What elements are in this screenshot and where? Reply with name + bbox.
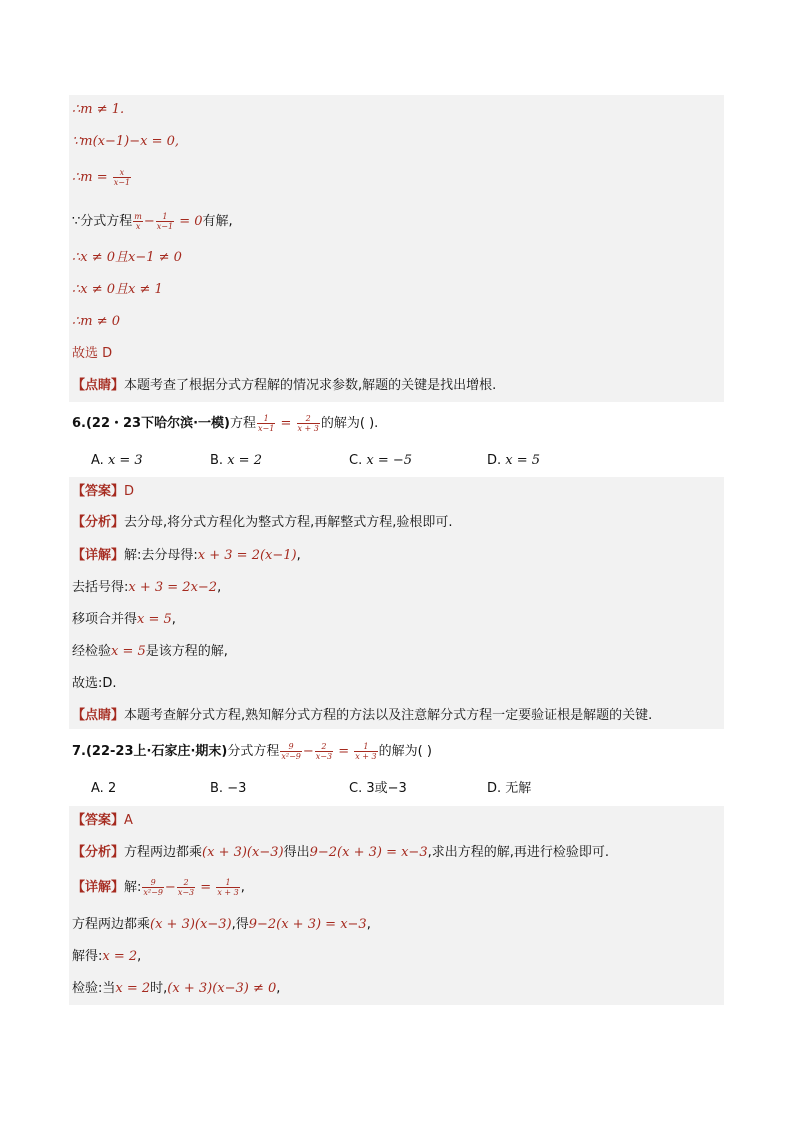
comment-tag: 【点睛】 <box>72 378 125 393</box>
analysis-line <box>72 842 609 864</box>
text: ∵分式方程 <box>72 214 133 229</box>
option-value: 2 <box>107 781 117 796</box>
step-combine <box>72 609 176 631</box>
fraction-num: 9 <box>150 878 156 887</box>
minus: − <box>164 880 176 895</box>
fraction <box>354 742 377 761</box>
fraction-num: 1 <box>363 742 369 751</box>
answer-line <box>72 810 133 832</box>
analysis-text: 得出 <box>283 845 310 860</box>
fraction-x-over-x-1 <box>113 168 131 187</box>
minus: − <box>143 214 155 229</box>
analysis-tag: 【分析】 <box>72 515 125 530</box>
answer-tag: 【答案】 <box>72 484 125 499</box>
step-punct: , <box>276 981 281 996</box>
step-text: 方程两边都乘 <box>72 917 151 932</box>
fraction-num: 1 <box>263 414 269 423</box>
fraction-1-over-x-1 <box>156 212 174 231</box>
step-math: x + 3 = 2x−2 <box>128 580 218 595</box>
minus: − <box>302 744 314 759</box>
line-m-fraction <box>72 167 132 189</box>
comment-line <box>72 705 652 727</box>
equals: = <box>196 880 216 895</box>
step-math: x = 5 <box>137 612 172 627</box>
question-number: 6. <box>72 416 86 431</box>
step-text: 经检验 <box>72 644 112 659</box>
fraction-den: x−1 <box>113 178 131 187</box>
fraction-num: 1 <box>162 212 168 221</box>
step-math: 9−2(x + 3) = x−3 <box>248 917 367 932</box>
step-text: ,得 <box>231 917 249 932</box>
fraction-num: 2 <box>305 414 311 423</box>
detail-tag: 【详解】 <box>72 880 125 895</box>
step-text: 去括号得: <box>72 580 129 595</box>
step-text: 移项合并得 <box>72 612 138 627</box>
fraction-den: x−1 <box>258 424 275 433</box>
step-choose: 故选:D. <box>72 676 117 691</box>
option-value: x = 5 <box>505 453 541 468</box>
question-source: (22・23下哈尔滨·一模) <box>85 416 230 431</box>
detail-tag: 【详解】 <box>72 548 125 563</box>
line-m-ne-0: ∴m ≠ 0 <box>72 314 121 329</box>
step-math: (x + 3)(x−3) ≠ 0 <box>167 981 277 996</box>
comment-text: 本题考查了根据分式方程解的情况求参数,解题的关键是找出增根. <box>124 378 497 393</box>
step-brackets <box>72 577 221 599</box>
option-a <box>91 450 143 472</box>
fraction-num: 2 <box>321 742 327 751</box>
fraction <box>297 414 320 433</box>
line-equation: ∵m(x−1)−x = 0, <box>72 134 180 149</box>
option-label: D. <box>487 453 502 468</box>
option-b <box>210 778 246 800</box>
step-text: 解得: <box>72 949 103 964</box>
step-text: 时, <box>150 981 168 996</box>
fraction-den: x−3 <box>315 752 333 761</box>
option-value: −3 <box>227 781 247 796</box>
line-has-solution <box>72 211 233 233</box>
answer-value: A <box>124 813 133 828</box>
option-value: x = 3 <box>107 453 143 468</box>
option-d <box>487 450 540 472</box>
step-punct: , <box>137 949 142 964</box>
option-label: A. <box>91 781 104 796</box>
option-label: C. <box>349 781 363 796</box>
option-d <box>487 778 531 800</box>
step-multiply <box>72 914 371 936</box>
question-6 <box>72 413 378 435</box>
analysis-line <box>72 512 453 534</box>
step-check <box>72 641 228 663</box>
comment-tag: 【点睛】 <box>72 708 125 723</box>
comment-text: 本题考查解分式方程,熟知解分式方程的方法以及注意解分式方程一定要验证根是解题的关键. <box>124 708 653 723</box>
step-solve <box>72 946 141 968</box>
option-a <box>91 778 116 800</box>
detail-line <box>72 877 245 899</box>
line-x-ne-0-1: ∴x ≠ 0且x ≠ 1 <box>72 282 163 297</box>
detail-text: 解: <box>124 880 142 895</box>
analysis-math: (x + 3)(x−3) <box>202 845 284 860</box>
detail-line <box>72 545 301 567</box>
fraction <box>142 878 164 897</box>
fraction-den: x²−9 <box>281 752 301 761</box>
fraction-num: m <box>134 212 142 221</box>
option-b <box>210 450 262 472</box>
answer-value: D <box>124 484 135 499</box>
fraction <box>280 742 302 761</box>
step-text: 检验:当 <box>72 981 116 996</box>
step-punct: , <box>366 917 371 932</box>
question-7 <box>72 741 432 763</box>
question-text-end: 的解为( ) <box>378 744 432 759</box>
analysis-text: 去分母,将分式方程化为整式方程,再解整式方程,验根即可. <box>124 515 453 530</box>
step-math: x = 2 <box>102 949 138 964</box>
option-value: 3或−3 <box>366 781 407 796</box>
answer-tag: 【答案】 <box>72 813 125 828</box>
detail-punct: , <box>296 548 301 563</box>
line-comment <box>72 375 496 397</box>
question-text: 方程 <box>230 416 257 431</box>
solution-block-7 <box>69 806 724 1005</box>
option-label: B. <box>210 453 224 468</box>
fraction-m-over-x <box>133 212 143 231</box>
option-value: x = −5 <box>366 453 413 468</box>
option-label: A. <box>91 453 104 468</box>
text: 有解, <box>202 214 233 229</box>
fraction-den: x−1 <box>156 222 174 231</box>
detail-math: x + 3 = 2(x−1) <box>197 548 297 563</box>
fraction-den: x−3 <box>177 888 195 897</box>
detail-text: 解:去分母得: <box>124 548 198 563</box>
step-punct: , <box>217 580 222 595</box>
fraction-num: 1 <box>225 878 231 887</box>
detail-punct: , <box>240 880 245 895</box>
option-value: 无解 <box>505 781 532 796</box>
analysis-tag: 【分析】 <box>72 845 125 860</box>
fraction <box>257 414 275 433</box>
option-c <box>349 450 412 472</box>
option-value: x = 2 <box>227 453 262 468</box>
question-source: (22-23上·石家庄·期末) <box>85 744 228 759</box>
eq-zero: = 0 <box>175 214 203 229</box>
fraction-den: x²−9 <box>143 888 163 897</box>
option-label: D. <box>487 781 502 796</box>
fraction <box>315 742 333 761</box>
step-math: (x + 3)(x−3) <box>150 917 232 932</box>
fraction-num: x <box>119 168 125 177</box>
fraction-num: 2 <box>183 878 189 887</box>
fraction <box>177 878 195 897</box>
analysis-text: 方程两边都乘 <box>124 845 203 860</box>
fraction-den: x <box>133 221 143 231</box>
fraction <box>216 878 239 897</box>
equals: = <box>334 744 354 759</box>
fraction-num: 9 <box>288 742 294 751</box>
equals: = <box>276 416 296 431</box>
fraction-den: x + 3 <box>297 424 319 433</box>
question-text: 分式方程 <box>227 744 280 759</box>
line-choose-d: 故选 D <box>72 346 113 361</box>
analysis-text: ,求出方程的解,再进行检验即可. <box>427 845 609 860</box>
option-label: B. <box>210 781 224 796</box>
m-eq: ∴m = <box>72 170 112 185</box>
question-text-end: 的解为( ). <box>320 416 379 431</box>
step-math: x = 2 <box>115 981 151 996</box>
option-label: C. <box>349 453 363 468</box>
step-text-end: 是该方程的解, <box>145 644 228 659</box>
answer-line <box>72 481 134 503</box>
option-c <box>349 778 407 800</box>
step-punct: , <box>171 612 176 627</box>
step-math: x = 5 <box>111 644 146 659</box>
line-x-ne-0-and: ∴x ≠ 0且x−1 ≠ 0 <box>72 250 182 265</box>
line-m-ne-1: ∴m ≠ 1. <box>72 102 125 117</box>
fraction-den: x + 3 <box>217 888 239 897</box>
step-check <box>72 978 280 1000</box>
analysis-math: 9−2(x + 3) = x−3 <box>309 845 428 860</box>
fraction-den: x + 3 <box>355 752 377 761</box>
question-number: 7. <box>72 744 86 759</box>
